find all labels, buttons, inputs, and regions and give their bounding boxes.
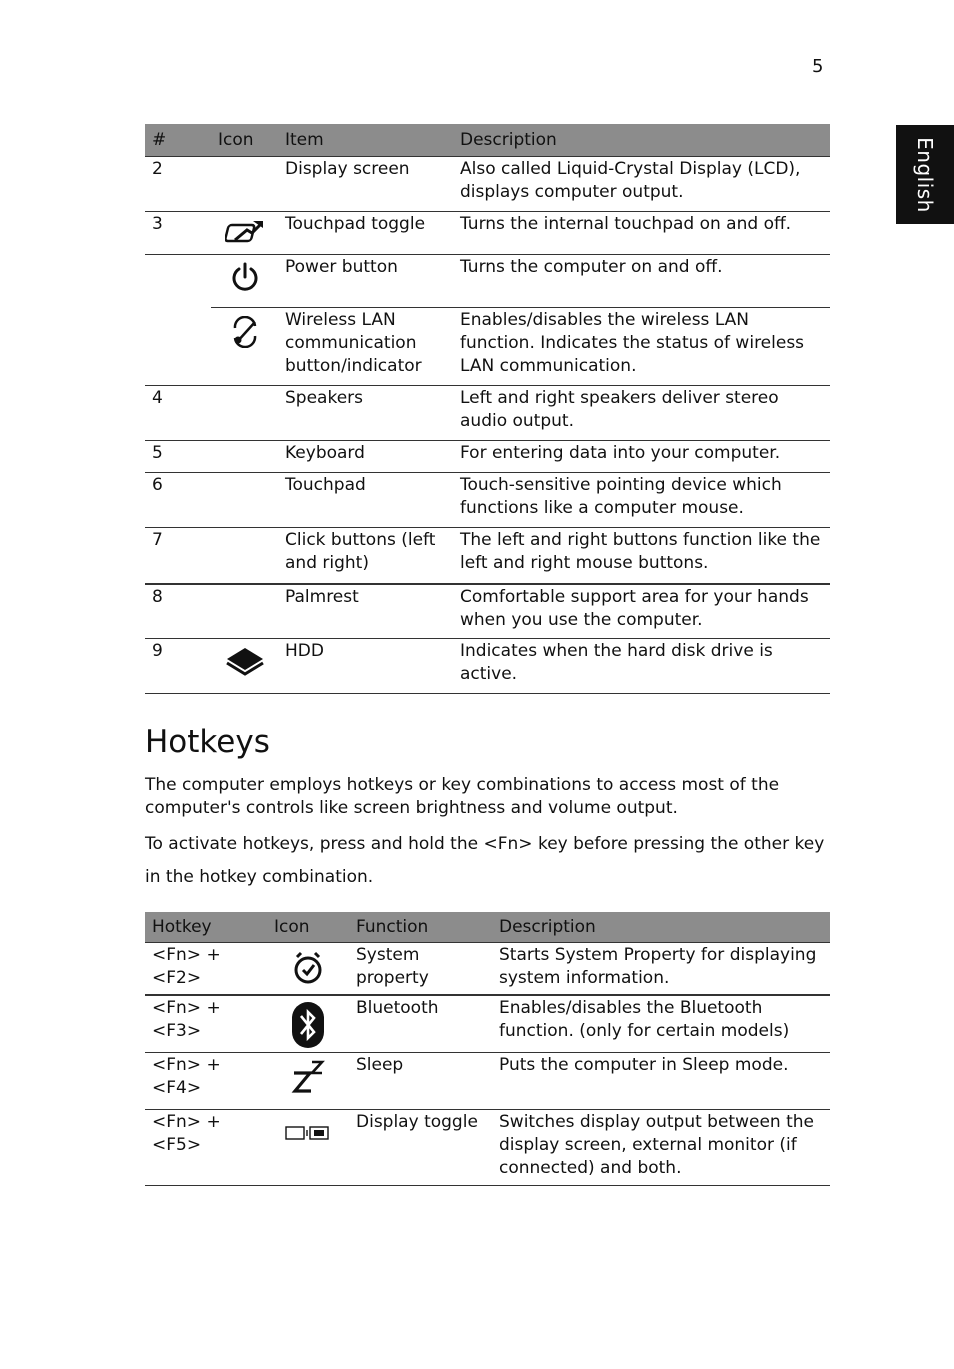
language-tab xyxy=(896,125,954,224)
hotkeys-table-header xyxy=(145,912,830,943)
components-table-header xyxy=(145,124,830,157)
header-description: Description xyxy=(492,912,830,943)
row-icon xyxy=(211,386,278,441)
row-description: Left and right speakers deliver stereo audio output. xyxy=(460,388,779,431)
row-item: Keyboard xyxy=(285,443,365,463)
row-icon xyxy=(211,639,278,694)
header-num: # xyxy=(145,124,211,157)
row-icon xyxy=(211,255,278,308)
header-description: Description xyxy=(453,124,830,157)
table-row xyxy=(145,157,830,212)
language-tab-label: English xyxy=(913,136,937,213)
row-description: Puts the computer in Sleep mode. xyxy=(499,1055,789,1075)
row-description: Turns the computer on and off. xyxy=(453,255,830,308)
table-row xyxy=(145,943,830,995)
row-icon xyxy=(211,584,278,639)
row-description: For entering data into your computer. xyxy=(460,443,781,463)
row-num: 9 xyxy=(152,641,163,661)
sleep-icon xyxy=(291,1059,325,1095)
system-property-icon xyxy=(291,949,325,985)
row-num: 4 xyxy=(152,388,163,408)
row-num: 7 xyxy=(152,530,163,550)
header-function: Function xyxy=(349,912,492,943)
row-hotkey: <Fn> + <F4> xyxy=(152,1055,221,1098)
table-row xyxy=(145,308,830,386)
hotkeys-table xyxy=(145,912,830,1186)
row-icon xyxy=(267,1110,349,1186)
row-item: Display screen xyxy=(285,159,410,179)
row-hotkey: <Fn> + <F2> xyxy=(152,945,221,988)
table-row xyxy=(145,528,830,584)
header-hotkey: Hotkey xyxy=(145,912,267,943)
row-description: Also called Liquid-Crystal Display (LCD), displays computer output. xyxy=(460,159,801,202)
row-item: Wireless LAN communication button/indicator xyxy=(285,310,422,376)
row-description: Indicates when the hard disk drive is active. xyxy=(460,641,773,684)
row-item: Click buttons (left and right) xyxy=(285,530,436,573)
row-item: Touchpad toggle xyxy=(285,214,426,234)
activate-text-after: key before pressing the other key in the hotkey combination. xyxy=(145,834,825,887)
row-icon xyxy=(267,1053,349,1110)
table-row xyxy=(145,255,830,308)
row-item: Touchpad xyxy=(285,475,366,495)
row-description: The left and right buttons function like the left and right mouse buttons. xyxy=(460,530,821,573)
table-row xyxy=(145,473,830,528)
row-num: 6 xyxy=(152,475,163,495)
row-item: Palmrest xyxy=(285,586,359,607)
row-description: Touch-sensitive pointing device which functions like a computer mouse. xyxy=(460,475,782,518)
row-num xyxy=(145,308,211,386)
hotkeys-activate-text xyxy=(145,828,835,894)
row-num: 3 xyxy=(152,214,163,234)
table-row xyxy=(145,441,830,473)
bluetooth-icon xyxy=(291,1001,325,1049)
row-description: Enables/disables the wireless LAN function. Indicates the status of wireless LAN communication. xyxy=(460,310,805,376)
wireless-lan-icon xyxy=(229,316,261,348)
row-function: Display toggle xyxy=(356,1112,478,1132)
row-item: HDD xyxy=(285,641,324,661)
fn-key-label: <Fn> xyxy=(483,834,533,854)
row-num: 2 xyxy=(152,159,163,179)
row-icon xyxy=(211,308,278,386)
header-item: Item xyxy=(278,124,453,157)
power-icon xyxy=(229,261,261,295)
row-icon xyxy=(267,943,349,995)
table-row xyxy=(145,1110,830,1186)
row-icon xyxy=(211,441,278,473)
table-row xyxy=(145,995,830,1053)
hotkeys-heading: Hotkeys xyxy=(145,724,270,760)
row-icon xyxy=(267,995,349,1053)
table-row xyxy=(145,1053,830,1110)
table-row xyxy=(145,386,830,441)
table-row xyxy=(145,584,830,639)
header-icon: Icon xyxy=(267,912,349,943)
hdd-icon xyxy=(225,644,265,680)
row-function: Bluetooth xyxy=(356,997,439,1018)
row-hotkey: <Fn> + <F5> xyxy=(152,1112,221,1155)
page-number: 5 xyxy=(812,56,824,77)
touchpad-toggle-icon xyxy=(225,216,265,248)
row-function: System property xyxy=(356,945,429,988)
row-num: 8 xyxy=(152,586,163,607)
row-item: Speakers xyxy=(285,388,364,408)
row-description: Enables/disables the Bluetooth function. (only for certain models) xyxy=(499,997,790,1041)
row-num: 5 xyxy=(152,443,163,463)
table-row xyxy=(145,212,830,255)
row-description: Switches display output between the display screen, external monitor (if connected) and both. xyxy=(499,1112,814,1178)
row-num xyxy=(145,255,211,308)
components-table xyxy=(145,124,830,694)
row-function: Sleep xyxy=(356,1055,404,1075)
display-toggle-icon xyxy=(284,1122,332,1142)
row-hotkey: <Fn> + <F3> xyxy=(152,997,221,1041)
activate-text-before: To activate hotkeys, press and hold the xyxy=(145,834,484,854)
row-icon xyxy=(211,157,278,212)
row-description: Starts System Property for displaying system information. xyxy=(499,945,817,988)
hotkeys-intro: The computer employs hotkeys or key combinations to access most of the computer's controls like screen brightness and volume output. xyxy=(145,775,780,818)
row-item: Power button xyxy=(278,255,453,308)
row-icon xyxy=(211,212,278,255)
table-row xyxy=(145,639,830,694)
row-icon xyxy=(211,473,278,528)
row-description: Comfortable support area for your hands when you use the computer. xyxy=(460,586,809,630)
row-description: Turns the internal touchpad on and off. xyxy=(460,214,792,234)
header-icon: Icon xyxy=(211,124,278,157)
row-icon xyxy=(211,528,278,584)
